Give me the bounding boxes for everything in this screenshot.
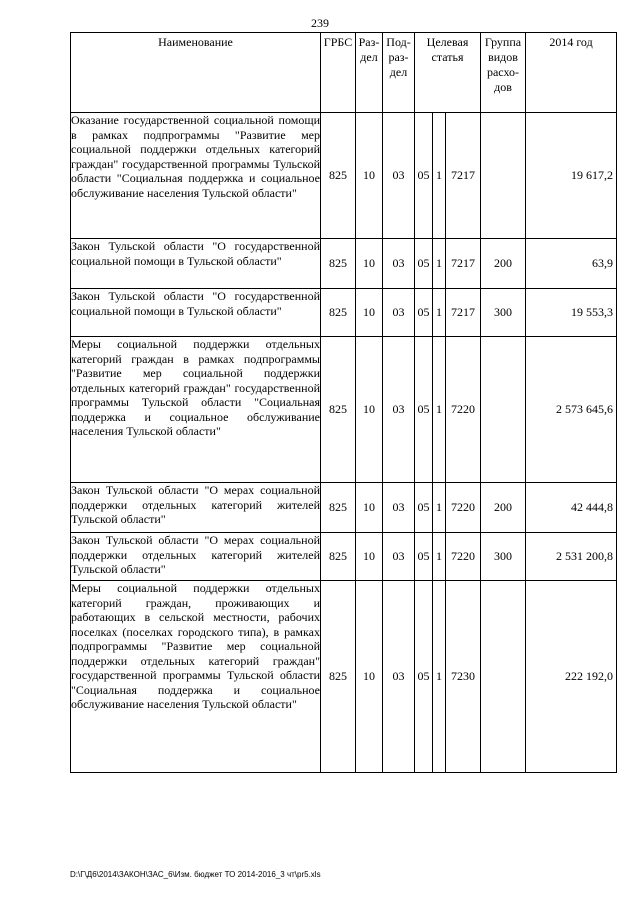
row-tselevaya-part1: 05 bbox=[415, 337, 433, 483]
header-tselevaya-statya: Целевая статья bbox=[415, 33, 481, 113]
row-amount: 19 617,2 bbox=[526, 113, 617, 239]
row-podrazdel: 03 bbox=[383, 113, 415, 239]
row-tselevaya-part3: 7217 bbox=[446, 289, 481, 337]
row-tselevaya-part3: 7230 bbox=[446, 581, 481, 773]
row-name: Закон Тульской области "О государственной социальной помощи в Тульской области" bbox=[71, 239, 321, 289]
page-number: 239 bbox=[311, 16, 329, 30]
row-gruppa bbox=[481, 337, 526, 483]
row-razdel: 10 bbox=[356, 581, 383, 773]
row-grbs: 825 bbox=[321, 289, 356, 337]
header-podrazdel: Под- раз- дел bbox=[383, 33, 415, 113]
header-gruppa-vidov-raskhodov: Группа видов расхо- дов bbox=[481, 33, 526, 113]
row-razdel: 10 bbox=[356, 337, 383, 483]
row-podrazdel: 03 bbox=[383, 289, 415, 337]
row-tselevaya-part2: 1 bbox=[433, 289, 446, 337]
row-podrazdel: 03 bbox=[383, 483, 415, 533]
row-tselevaya-part1: 05 bbox=[415, 239, 433, 289]
row-grbs: 825 bbox=[321, 483, 356, 533]
row-tselevaya-part1: 05 bbox=[415, 289, 433, 337]
row-tselevaya-part2: 1 bbox=[433, 581, 446, 773]
row-amount: 2 531 200,8 bbox=[526, 533, 617, 581]
row-gruppa: 300 bbox=[481, 533, 526, 581]
row-gruppa: 200 bbox=[481, 483, 526, 533]
table-row bbox=[71, 113, 617, 239]
row-tselevaya-part3: 7220 bbox=[446, 483, 481, 533]
row-podrazdel: 03 bbox=[383, 239, 415, 289]
header-razdel: Раз- дел bbox=[356, 33, 383, 113]
row-grbs: 825 bbox=[321, 337, 356, 483]
row-razdel: 10 bbox=[356, 239, 383, 289]
table-row bbox=[71, 337, 617, 483]
row-gruppa: 300 bbox=[481, 289, 526, 337]
row-name: Оказание государственной социальной помощи в рамках подпрограммы "Развитие мер социальной поддержки отдельных категорий граждан" государственной программы Тульской области "Социальная поддержка и социальное обслуживание населения Тульской области" bbox=[71, 113, 321, 239]
row-tselevaya-part3: 7220 bbox=[446, 337, 481, 483]
row-podrazdel: 03 bbox=[383, 337, 415, 483]
header-year-2014: 2014 год bbox=[526, 33, 617, 113]
table-row bbox=[71, 483, 617, 533]
row-tselevaya-part1: 05 bbox=[415, 483, 433, 533]
row-tselevaya-part1: 05 bbox=[415, 581, 433, 773]
row-razdel: 10 bbox=[356, 113, 383, 239]
row-grbs: 825 bbox=[321, 113, 356, 239]
table-row bbox=[71, 239, 617, 289]
table-row bbox=[71, 533, 617, 581]
row-tselevaya-part3: 7220 bbox=[446, 533, 481, 581]
row-gruppa bbox=[481, 113, 526, 239]
row-grbs: 825 bbox=[321, 533, 356, 581]
row-grbs: 825 bbox=[321, 581, 356, 773]
table-row bbox=[71, 581, 617, 773]
row-tselevaya-part2: 1 bbox=[433, 113, 446, 239]
row-name: Меры социальной поддержки отдельных категорий граждан, проживающих и работающих в сельской местности, рабочих поселках (поселках городского типа), в рамках подпрограммы "Развитие мер социальной поддержки отдельных категорий граждан" государственной программы Тульской области "Социальная поддержка и социальное обслуживание населения Тульской области" bbox=[71, 581, 321, 773]
table-header-row bbox=[71, 33, 617, 113]
row-amount: 222 192,0 bbox=[526, 581, 617, 773]
row-amount: 63,9 bbox=[526, 239, 617, 289]
row-grbs: 825 bbox=[321, 239, 356, 289]
row-name: Закон Тульской области "О государственной социальной помощи в Тульской области" bbox=[71, 289, 321, 337]
row-razdel: 10 bbox=[356, 483, 383, 533]
row-tselevaya-part2: 1 bbox=[433, 533, 446, 581]
row-amount: 42 444,8 bbox=[526, 483, 617, 533]
budget-table bbox=[70, 32, 617, 773]
row-gruppa: 200 bbox=[481, 239, 526, 289]
row-gruppa bbox=[481, 581, 526, 773]
row-tselevaya-part2: 1 bbox=[433, 239, 446, 289]
row-tselevaya-part1: 05 bbox=[415, 113, 433, 239]
header-grbs: ГРБС bbox=[321, 33, 356, 113]
row-name: Меры социальной поддержки отдельных категорий граждан в рамках подпрограммы "Развитие мер социальной поддержки отдельных категорий граждан" государственной программы Тульской области "Социальная поддержка и социальное обслуживание населения Тульской области" bbox=[71, 337, 321, 483]
row-podrazdel: 03 bbox=[383, 533, 415, 581]
row-podrazdel: 03 bbox=[383, 581, 415, 773]
row-tselevaya-part1: 05 bbox=[415, 533, 433, 581]
row-tselevaya-part3: 7217 bbox=[446, 239, 481, 289]
row-tselevaya-part2: 1 bbox=[433, 337, 446, 483]
row-razdel: 10 bbox=[356, 533, 383, 581]
row-razdel: 10 bbox=[356, 289, 383, 337]
row-name: Закон Тульской области "О мерах социальной поддержки отдельных категорий жителей Тульской области" bbox=[71, 533, 321, 581]
row-amount: 19 553,3 bbox=[526, 289, 617, 337]
row-tselevaya-part2: 1 bbox=[433, 483, 446, 533]
row-tselevaya-part3: 7217 bbox=[446, 113, 481, 239]
table-row bbox=[71, 289, 617, 337]
row-amount: 2 573 645,6 bbox=[526, 337, 617, 483]
header-name: Наименование bbox=[71, 33, 321, 113]
file-path-footer: D:\Г\Д6\2014\ЗАКОН\ЗАС_6\Изм. бюджет ТО 2014-2016_3 чт\pr5.xls bbox=[70, 870, 321, 879]
row-name: Закон Тульской области "О мерах социальной поддержки отдельных категорий жителей Тульской области" bbox=[71, 483, 321, 533]
